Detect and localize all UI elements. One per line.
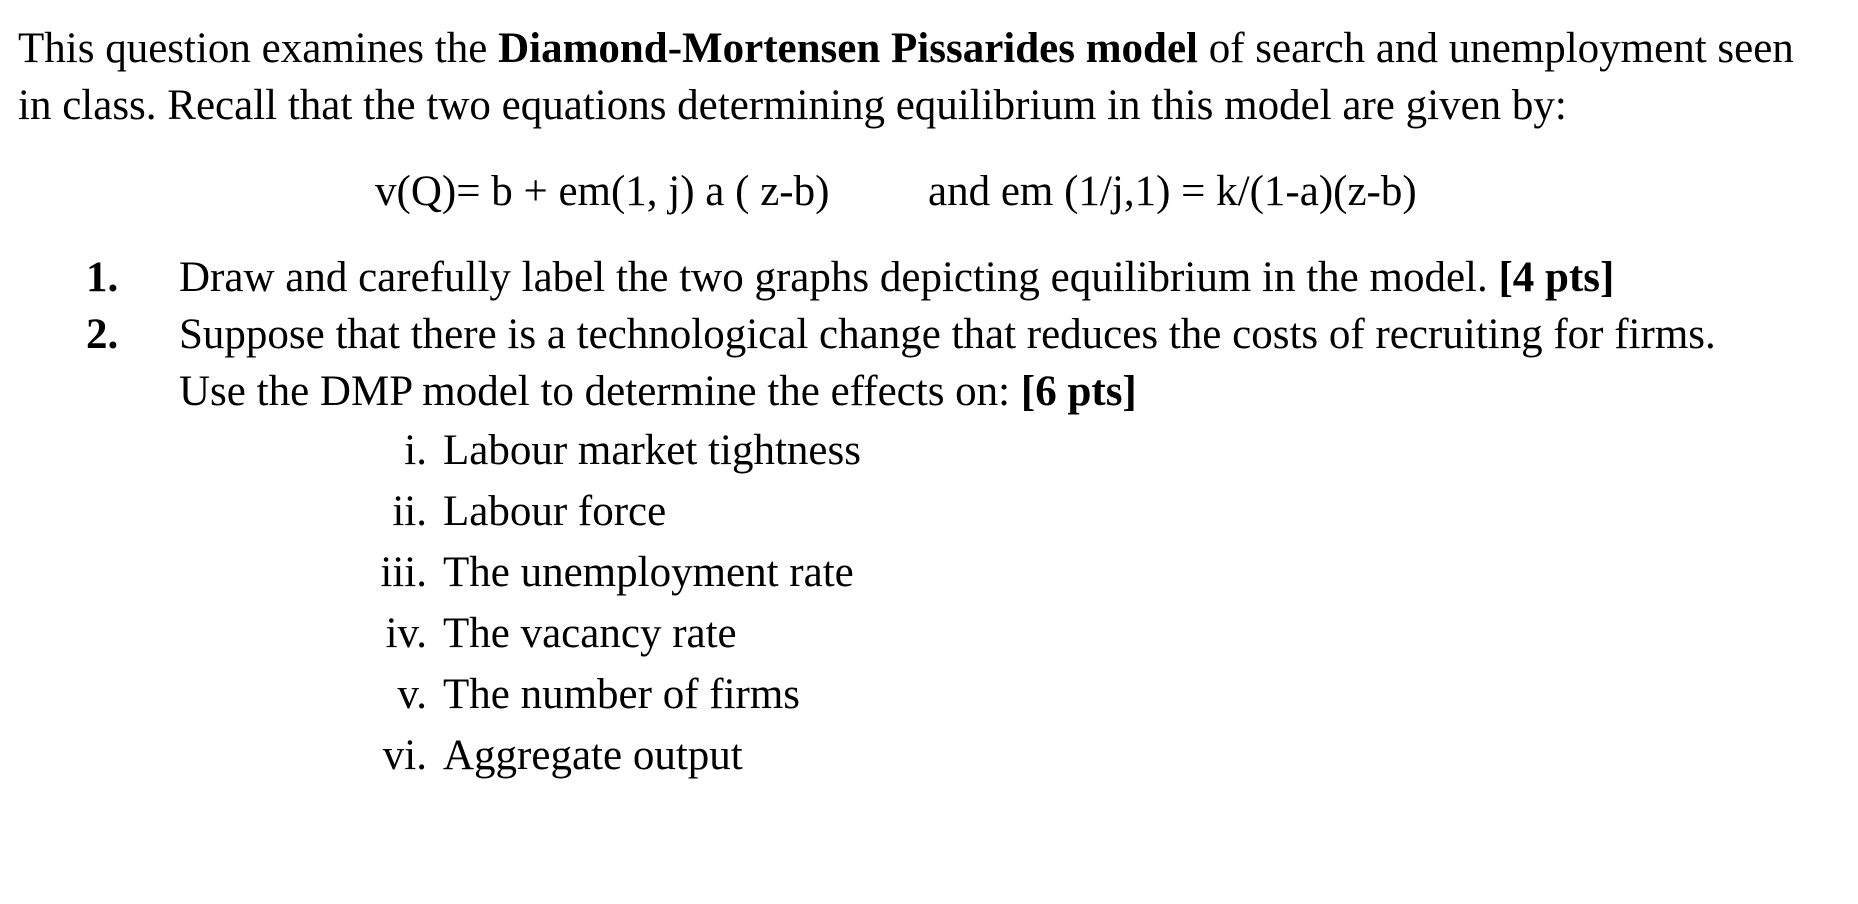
intro-text-start: This question examines the	[18, 25, 499, 72]
question-text	[179, 249, 1779, 306]
question-number: 2.	[86, 311, 119, 358]
subitem	[18, 422, 1838, 483]
question-points: [4 pts]	[1498, 254, 1615, 301]
subitem	[18, 727, 1838, 788]
question-body: Suppose that there is a technological change that reduces the costs of recruiting for firms. Use the DMP model to determine the effects on:	[179, 311, 1716, 415]
subitem-text: Aggregate output	[443, 732, 743, 779]
subitem-text: Labour market tightness	[443, 427, 861, 474]
question-list	[18, 249, 1838, 788]
subitem	[18, 666, 1838, 727]
subitem	[18, 605, 1838, 666]
intro-text-end: of search and unemployment seen in class. Recall that the two equations determining equilibrium in this model are given by:	[18, 25, 1794, 129]
question-item-2	[18, 306, 1838, 420]
subitem	[18, 544, 1838, 605]
model-name: Diamond-Mortensen Pissarides model	[498, 25, 1198, 72]
subitem-number: iv.	[385, 610, 427, 657]
subitem-list	[18, 422, 1838, 788]
subitem-text: The unemployment rate	[443, 549, 854, 596]
subitem-text: The number of firms	[443, 671, 801, 718]
question-points: [6 pts]	[1020, 368, 1137, 415]
intro-paragraph	[18, 20, 1818, 134]
question-text	[179, 306, 1779, 420]
equation-left: v(Q)= b + em(1, j) a ( z-b)	[375, 168, 830, 215]
equation-right: and em (1/j,1) = k/(1-a)(z-b)	[928, 168, 1417, 215]
question-number: 1.	[86, 254, 119, 301]
subitem-number: i.	[404, 427, 427, 474]
subitem	[18, 483, 1838, 544]
question-item-1	[18, 249, 1838, 306]
document-body	[18, 20, 1838, 788]
subitem-number: iii.	[380, 549, 427, 596]
question-body: Draw and carefully label the two graphs depicting equilibrium in the model.	[179, 254, 1499, 301]
subitem-number: ii.	[392, 488, 427, 535]
subitem-number: vi.	[382, 732, 427, 779]
equilibrium-equations	[18, 163, 1838, 220]
subitem-text: Labour force	[443, 488, 667, 535]
subitem-number: v.	[397, 671, 427, 718]
subitem-text: The vacancy rate	[443, 610, 737, 657]
